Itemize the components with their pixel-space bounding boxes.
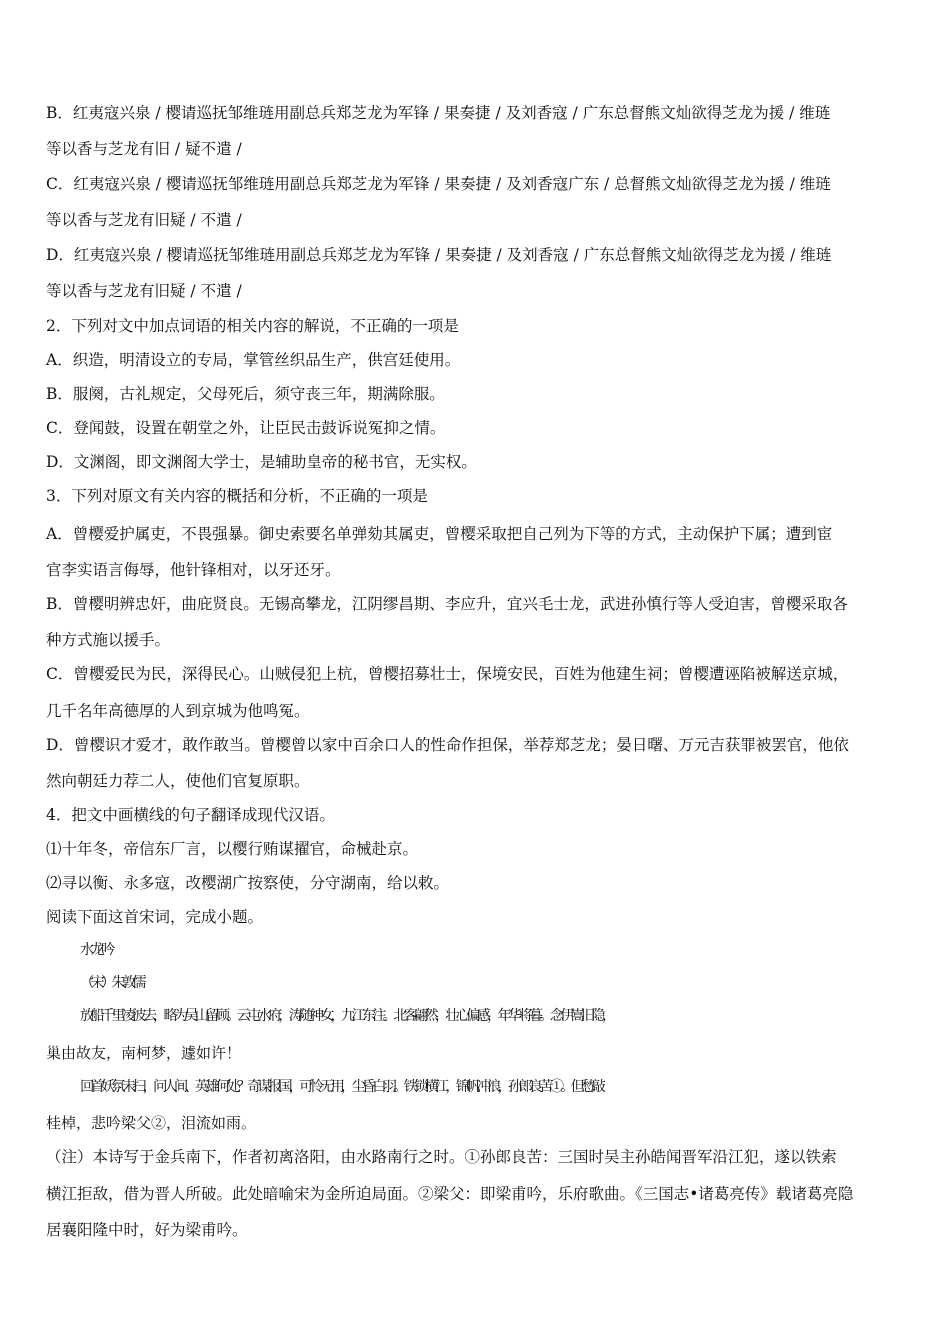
q3-option-a-line-2: 官李实语言侮辱，他针锋相对，以牙还牙。 (46, 561, 341, 579)
q3-option-c-line-2: 几千名年高德厚的人到京城为他鸣冤。 (46, 702, 310, 720)
q2-option-b: B．服阕，古礼规定，父母死后，须守丧三年，期满除服。 (46, 385, 445, 403)
question-3: 3．下列对原文有关内容的概括和分析，不正确的一项是 (46, 487, 428, 505)
poem-notes-line-1: （注）本诗写于金兵南下，作者初离洛阳，由水路南行之时。①孙郎良苦：三国时吴主孙皓闻晋军沿江犯，遂以铁索 (46, 1148, 837, 1166)
q2-option-d: D．文渊阁，即文渊阁大学士，是辅助皇帝的秘书官，无实权。 (46, 453, 477, 471)
q3-option-b-line-2: 种方式施以援手。 (46, 631, 171, 649)
q2-option-a: A．织造，明清设立的专局，掌管丝织品生产，供宫廷使用。 (46, 351, 461, 369)
poem-title: 水龙吟 (80, 942, 112, 958)
poem-stanza-2-line-1: 回首妖氛未扫，问人间、英雄何处？奇谋报国，可怜无用，尘昏白羽。铁锁横江，锦帆冲浪，孙郎良苦①。但愁敲 (80, 1079, 602, 1095)
poem-stanza-2-line-2: 桂棹，悲吟梁父②，泪流如雨。 (46, 1114, 257, 1132)
q3-option-d-line-1: D．曾樱识才爱才，敢作敢当。曾樱曾以家中百余口人的性命作担保，举荐郑芝龙；晏日曙、万元吉获罪被罢官，他依 (46, 736, 849, 754)
poem-stanza-1-line-2: 巢由故友，南柯梦，遽如许！ (46, 1044, 242, 1062)
q3-option-a-line-1: A．曾樱爱护属吏，不畏强暴。御史索要名单弹劾其属吏，曾樱采取把自己列为下等的方式，主动保护下属；遭到宦 (46, 525, 833, 543)
poem-notes-line-3: 居襄阳隆中时，好为梁甫吟。 (46, 1221, 248, 1239)
option-b-line-2: 等以香与芝龙有旧 / 疑不遣 / (46, 140, 242, 158)
option-d-line-1: D．红夷寇兴泉 / 樱请巡抚邹维琏用副总兵郑芝龙为军锋 / 果奏捷 / 及刘香寇 / 广东总督熊文灿欲得芝龙为援 / 维琏 (46, 246, 832, 264)
q3-option-b-line-1: B．曾樱明辨忠奸，曲庇贤良。无锡高攀龙，江阴缪昌期、李应升，宜兴毛士龙，武进孙慎行等人受迫害，曾樱采取各 (46, 595, 848, 613)
poem-notes-line-2: 横江拒敌，借为晋人所破。此处暗喻宋为金所迫局面。②梁父：即梁甫吟，乐府歌曲。《三国志•诸葛亮传》载诸葛亮隐 (46, 1185, 854, 1203)
option-c-line-2: 等以香与芝龙有旧疑 / 不遣 / (46, 211, 242, 229)
q4-sentence-1: ⑴十年冬，帝信东厂言，以樱行贿谋擢官，命械赴京。 (46, 840, 419, 858)
question-2: 2．下列对文中加点词语的相关内容的解说，不正确的一项是 (46, 317, 459, 335)
q4-sentence-2: ⑵寻以衡、永多寇，改樱湖广按察使，分守湖南，给以敕。 (46, 874, 450, 892)
q3-option-d-line-2: 然向朝廷力荐二人，使他们官复原职。 (46, 772, 310, 790)
poem-stanza-1-line-1: 放船千里凌波去，略为吴山留顾。云屯水府，涛随神女，九江东注。北客翩然，壮心偏感，年华将暮。念伊嵩旧隐， (80, 1008, 613, 1024)
option-d-line-2: 等以香与芝龙有旧疑 / 不遣 / (46, 282, 242, 300)
question-4: 4．把文中画横线的句子翻译成现代汉语。 (46, 806, 335, 824)
poem-author: （宋）朱敦儒 (80, 975, 143, 991)
option-c-line-1: C．红夷寇兴泉 / 樱请巡抚邹维琏用副总兵郑芝龙为军锋 / 果奏捷 / 及刘香寇广东 / 总督熊文灿欲得芝龙为援 / 维琏 (46, 175, 831, 193)
option-b-line-1: B．红夷寇兴泉 / 樱请巡抚邹维琏用副总兵郑芝龙为军锋 / 果奏捷 / 及刘香寇 / 广东总督熊文灿欲得芝龙为援 / 维琏 (46, 104, 831, 122)
q3-option-c-line-1: C．曾樱爱民为民，深得民心。山贼侵犯上杭，曾樱招募壮士，保境安民，百姓为他建生祠；曾樱遭诬陷被解送京城， (46, 665, 849, 683)
poem-instruction: 阅读下面这首宋词，完成小题。 (46, 908, 264, 926)
q2-option-c: C．登闻鼓，设置在朝堂之外，让臣民击鼓诉说冤抑之情。 (46, 419, 446, 437)
